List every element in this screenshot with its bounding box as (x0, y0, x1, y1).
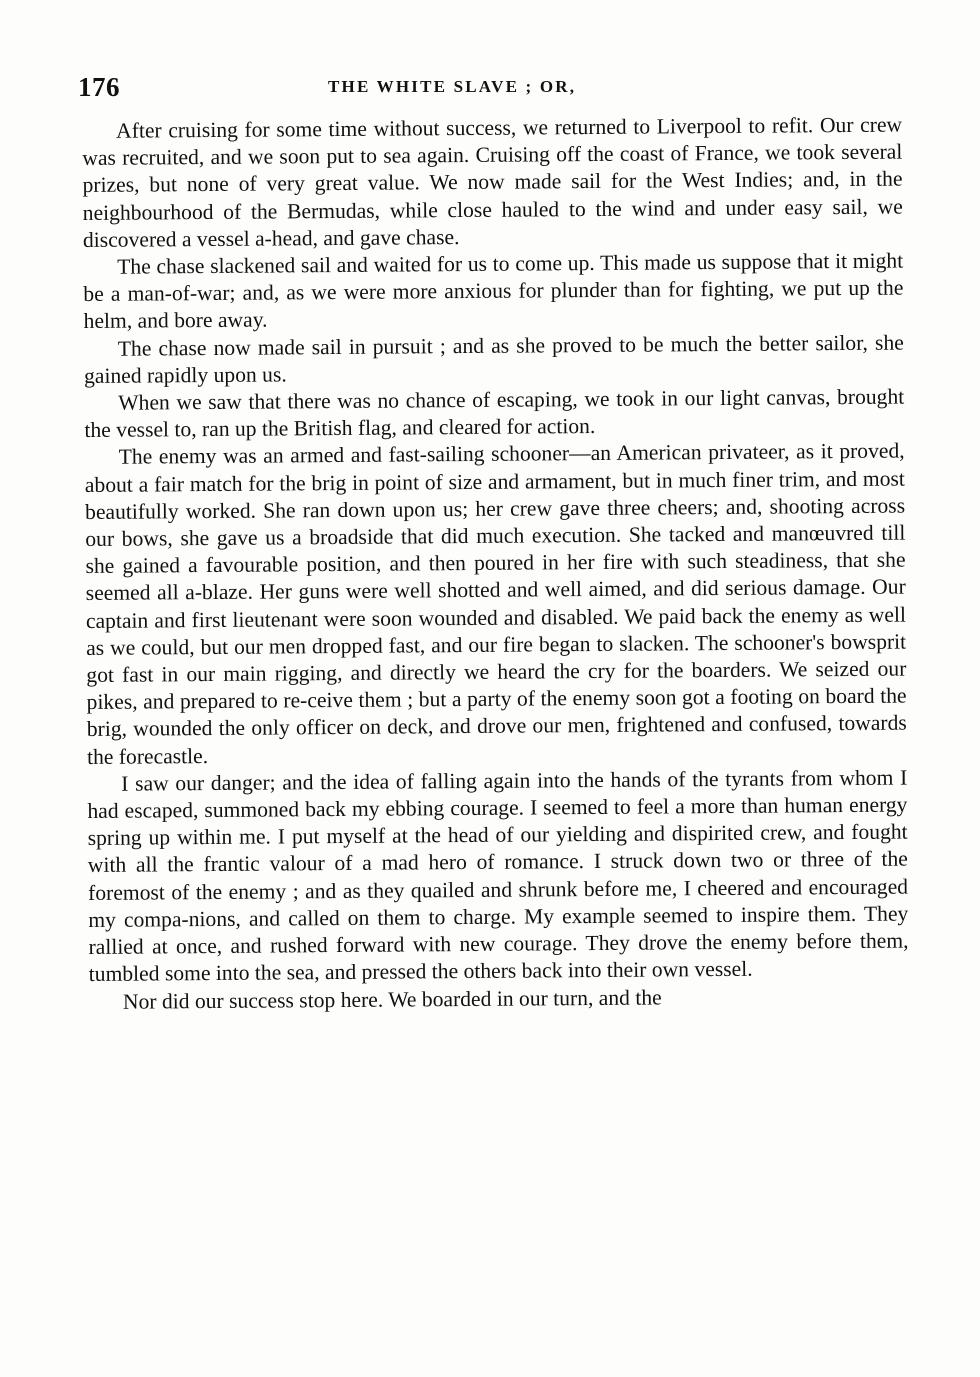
paragraph: After cruising for some time without success, we returned to Liverpool to refit. Our crew was recruited, and we soon put to sea again. Cruising off the coast of France, we took several prizes, but none of very great value. We now made sail for the West Indies; and, in the neighbourhood of the Bermudas, while close hauled to the wind and under easy sail, we discovered a vessel a-head, and gave chase. (82, 112, 903, 252)
paragraph: I saw our danger; and the idea of falling again into the hands of the tyrants from whom I had escaped, summoned back my ebbing courage. I seemed to feel a more than human energy spring up within me. I put myself at the head of our yielding and dispirited crew, and fought with all the frantic valour of a mad hero of romance. I struck down two or three of the foremost of the enemy ; and as they quailed and shrunk before me, I cheered and encouraged my compa-nions, and called on them to charge. My example seemed to inspire them. They rallied at once, and rushed forward with new courage. They drove the enemy before them, tumbled some into the sea, and pressed the others back into their own vessel. (87, 765, 909, 987)
paragraph: Nor did our success stop here. We boarded in our turn, and the (122, 984, 662, 1014)
running-head (78, 72, 908, 108)
paragraph: The enemy was an armed and fast-sailing schooner—an American privateer, as it proved, about a fair match for the brig in point of size and armament, but in much finer trim, and most beautifully worked. She ran down upon us; her crew gave three cheers; and, shooting across our bows, she gave us a broadside that did much execution. She tacked and manœuvred till she gained a favourable position, and then poured in her fire with such steadiness, that she seemed all a-blaze. Her guns were well shotted and well aimed, and did serious damage. Our captain and first lieutenant were soon wounded and disabled. We paid back the enemy as well as we could, but our men dropped fast, and our fire began to slacken. The schooner's bowsprit got fast in our main rigging, and directly we heard the cry for the boarders. We seized our pikes, and prepared to re-ceive them ; but a party of the enemy soon got a footing on board the brig, wounded the only officer on deck, and drove our men, frightened and confused, towards the forecastle. (84, 438, 907, 769)
page-number: 176 (78, 72, 120, 102)
running-title: THE WHITE SLAVE ; OR, (328, 77, 577, 96)
paragraph: The chase slackened sail and waited for us to come up. This made us suppose that it might be a man-of-war; and, as we were more anxious for plunder than for fighting, we put up the helm, and bore away. (83, 248, 904, 334)
paragraph: The chase now made sail in pursuit ; and as she proved to be much the better sailor, she gained rapidly upon us. (83, 330, 904, 388)
paragraph: When we saw that there was no chance of escaping, we took in our light canvas, brought the vessel to, ran up the British flag, and cleared for action. (84, 384, 905, 443)
body-text (82, 112, 909, 1016)
